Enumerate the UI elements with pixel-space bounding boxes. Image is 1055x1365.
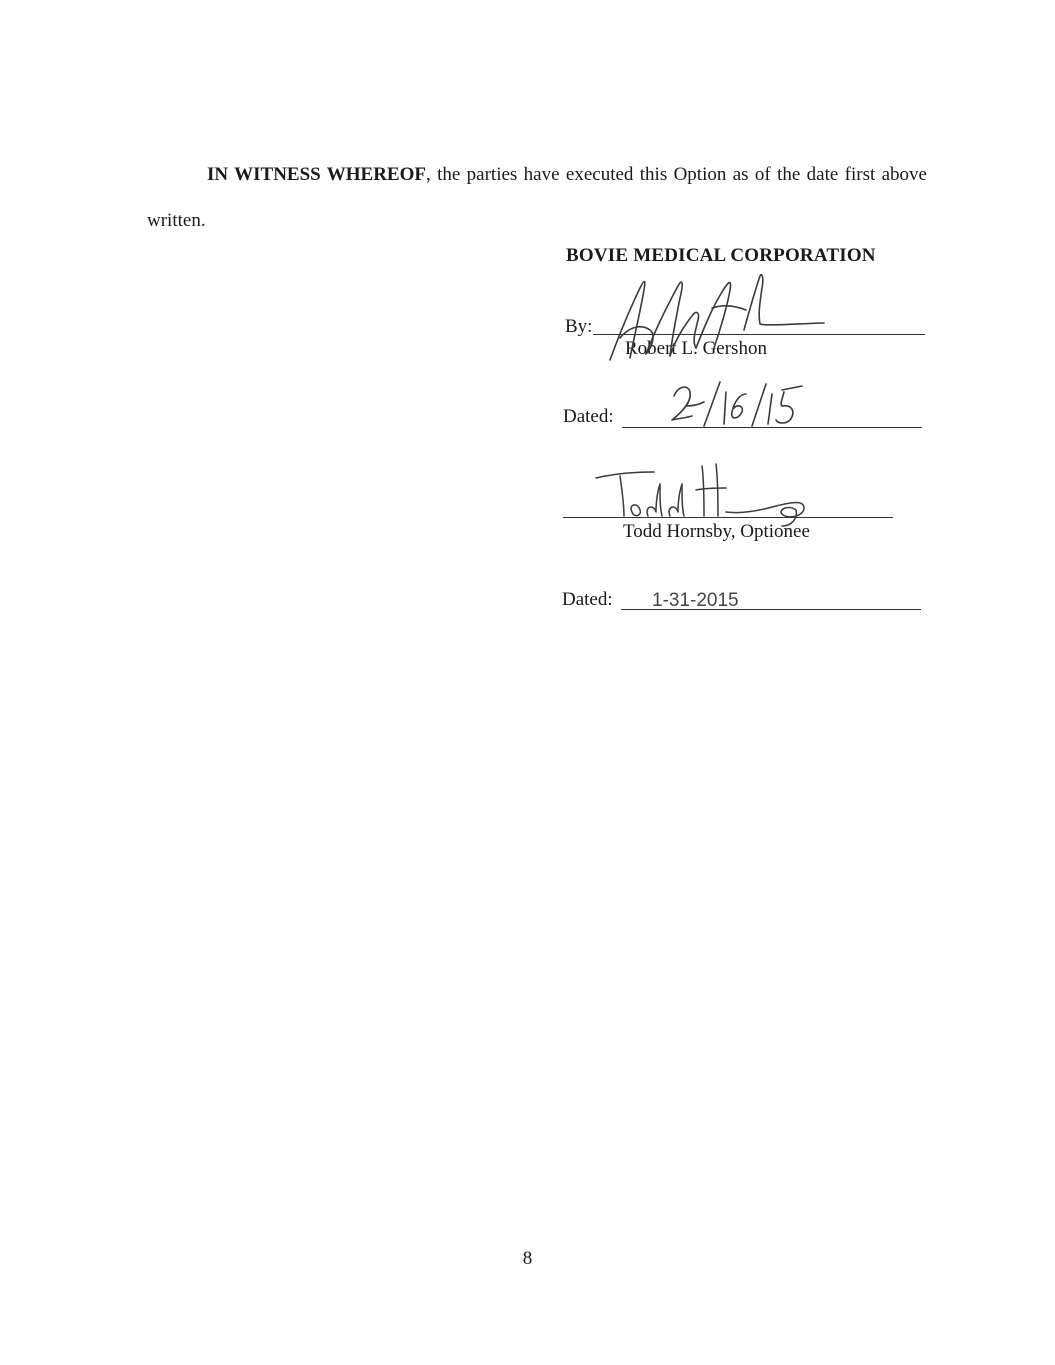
hornsby-signature-icon — [592, 460, 822, 530]
gershon-signature-icon — [600, 268, 830, 368]
signer-name: Robert L. Gershon — [625, 338, 767, 359]
handwritten-date-text: 2/16/15 — [660, 376, 664, 377]
witness-heading: IN WITNESS WHEREOF — [207, 164, 426, 185]
by-label: By: — [565, 316, 593, 337]
witness-text: , the parties have executed this Option as of the date first above written. — [147, 164, 927, 231]
company-name: BOVIE MEDICAL CORPORATION — [566, 245, 876, 266]
dated-label-optionee: Dated: — [562, 589, 613, 610]
page-number: 8 — [522, 1248, 533, 1269]
dated-label-company: Dated: — [563, 406, 614, 427]
optionee-name: Todd Hornsby, Optionee — [623, 521, 810, 542]
witness-paragraph — [147, 152, 927, 244]
handwritten-date-icon — [660, 376, 810, 434]
optionee-typed-date: 1-31-2015 — [652, 590, 739, 611]
